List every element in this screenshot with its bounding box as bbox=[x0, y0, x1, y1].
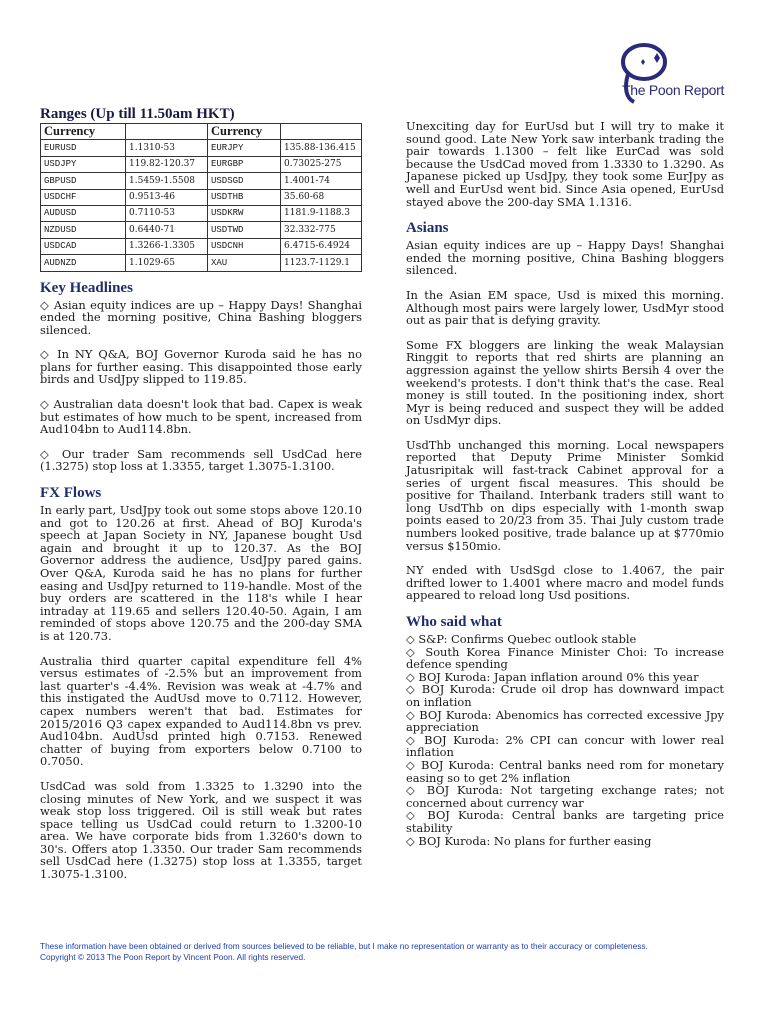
asians-paragraph: NY ended with UsdSgd close to 1.4067, the pair drifted lower to 1.4001 where macro and model funds appeared to reload long Usd positions. bbox=[406, 563, 724, 603]
range-value: 35.60-68 bbox=[281, 189, 362, 205]
headline-paragraph: ◇ Asian equity indices are up – Happy Days! Shanghai ended the morning positive, China Bashing bloggers silenced. bbox=[40, 297, 362, 337]
table-row bbox=[41, 222, 362, 238]
table-row bbox=[41, 189, 362, 205]
copyright: Copyright © 2013 The Poon Report by Vincent Poon. All rights reserved. bbox=[40, 951, 306, 962]
range-value: 1123.7-1129.1 bbox=[281, 255, 362, 271]
fx-flows-paragraph: UsdCad was sold from 1.3325 to 1.3290 into the closing minutes of New York, and we suspect it was weak stop loss triggered. Oil is still weak but rates space telling us UsdCad could return to 1.3200-10 area. We have corporate bids from 1.3260's down to 30's. Offers atop 1.3350. Our trader Sam recommends sell UsdCad here (1.3275) stop loss at 1.3355, target 1.3075-1.3100. bbox=[40, 778, 362, 882]
list-item: ◇ BOJ Kuroda: 2% CPI can concur with lower real inflation bbox=[406, 732, 724, 760]
asians-paragraph: UsdThb unchanged this morning. Local newspapers reported that Deputy Prime Minister Somkid Jatusripitak will fast-track Cabinet approval for a series of urgent fiscal measures. This should be positive for Thailand. Interbank traders still want to long UsdThb on dips especially with 1-month swap points eased to 20/23 from 35. Thai July custom trade numbers looked positive, trade balance up at $770mio versus $150mio. bbox=[406, 437, 724, 553]
range-value: 1.3266-1.3305 bbox=[126, 238, 208, 254]
list-item: ◇ South Korea Finance Minister Choi: To increase defence spending bbox=[406, 644, 724, 672]
asians-paragraph: Some FX bloggers are linking the weak Malaysian Ringgit to reports that red shirts are planning an aggression against the yellow shirts Bersih 4 over the weekend's protests. I don't think that's the case. Real money is still touted. In the positioning index, short Myr is being reduced and suspect they will be added on UsdMyr dips. bbox=[406, 337, 724, 428]
currency-code: GBPUSD bbox=[41, 173, 126, 189]
header-currency: Currency bbox=[41, 124, 126, 140]
currency-code: NZDUSD bbox=[41, 222, 126, 238]
asians-title: Asians bbox=[406, 220, 449, 237]
headline-paragraph: ◇ In NY Q&A, BOJ Governor Kuroda said he has no plans for further easing. This disappointed those early birds and UsdJpy slipped to 119.85. bbox=[40, 347, 362, 387]
currency-code: AUDNZD bbox=[41, 255, 126, 271]
currency-code: USDJPY bbox=[41, 156, 126, 172]
disclaimer: These information have been obtained or derived from sources believed to be reliable, but I make no representation or warranty as to their accuracy or completeness. bbox=[40, 941, 648, 951]
key-headlines-title: Key Headlines bbox=[40, 279, 133, 296]
currency-code: EURGBP bbox=[208, 156, 281, 172]
currency-code: USDKRW bbox=[208, 205, 281, 221]
who-said-what-title: Who said what bbox=[406, 614, 502, 630]
headline-paragraph: ◇ Our trader Sam recommends sell UsdCad here (1.3275) stop loss at 1.3355, target 1.3075-1.3100. bbox=[40, 446, 362, 474]
range-value: 0.73025-275 bbox=[281, 156, 362, 172]
range-value: 119.82-120.37 bbox=[126, 156, 208, 172]
range-value: 0.7110-53 bbox=[126, 205, 208, 221]
currency-code: XAU bbox=[208, 255, 281, 271]
currency-code: EURUSD bbox=[41, 140, 126, 156]
currency-code: USDTHB bbox=[208, 189, 281, 205]
table-row bbox=[41, 140, 362, 156]
list-item: ◇ BOJ Kuroda: Not targeting exchange rates; not concerned about currency war bbox=[406, 783, 724, 810]
list-item: ◇ BOJ Kuroda: Crude oil drop has downward impact on inflation bbox=[406, 682, 724, 709]
list-item: ◇ BOJ Kuroda: Central banks are targeting price stability bbox=[406, 808, 724, 835]
range-value: 0.6440-71 bbox=[126, 222, 208, 238]
table-row bbox=[41, 156, 362, 172]
list-item: ◇ BOJ Kuroda: Central banks need rom for monetary easing so to get 2% inflation bbox=[406, 757, 724, 785]
fx-flows-title: FX Flows bbox=[40, 485, 102, 502]
header-blank bbox=[281, 124, 362, 140]
range-value: 1.4001-74 bbox=[281, 173, 362, 189]
ranges-table bbox=[40, 123, 362, 272]
header-currency: Currency bbox=[208, 124, 281, 140]
range-value: 1.1310-53 bbox=[126, 140, 208, 156]
range-value: 6.4715-6.4924 bbox=[281, 238, 362, 254]
left-column bbox=[40, 106, 362, 893]
range-value: 135.88-136.415 bbox=[281, 140, 362, 156]
table-row bbox=[41, 205, 362, 221]
footer bbox=[40, 941, 752, 962]
currency-code: USDCHF bbox=[41, 189, 126, 205]
fx-flows-paragraph: In early part, UsdJpy took out some stops above 120.10 and got to 120.26 at first. Ahead of BOJ Kuroda's speech at Japan Society in NY, Japanese bought Usd again and brought it up to 120.37. As the BOJ Governor address the audience, UsdJpy pared gains. Over Q&A, Kuroda said he has no plans for further easing and UsdJpy returned to 119-handle. Most of the buy orders are scattered in the 118's while I hear intraday at 119.65 and sellers 120.40-50. Again, I am reminded of stops above 120.75 and the 200-day SMA is at 120.73. bbox=[40, 503, 362, 643]
list-item: ◇ S&P: Confirms Quebec outlook stable bbox=[406, 632, 637, 646]
range-value: 32.332-775 bbox=[281, 222, 362, 238]
table-row bbox=[41, 238, 362, 254]
range-value: 1.1029-65 bbox=[126, 255, 208, 271]
headline-paragraph: ◇ Australian data doesn't look that bad. Capex is weak but estimates of how much to be spent, increased from Aud104bn to Aud114.8bn. bbox=[40, 397, 362, 437]
currency-code: EURJPY bbox=[208, 140, 281, 156]
currency-code: USDCNH bbox=[208, 238, 281, 254]
right-column bbox=[406, 120, 724, 847]
currency-code: USDCAD bbox=[41, 238, 126, 254]
list-item: ◇ BOJ Kuroda: No plans for further easing bbox=[406, 833, 652, 848]
logo-text: The Poon Report bbox=[622, 82, 725, 98]
table-row bbox=[41, 255, 362, 271]
range-value: 1181.9-1188.3 bbox=[281, 205, 362, 221]
list-item: ◇ BOJ Kuroda: Japan inflation around 0% this year bbox=[406, 669, 699, 684]
ranges-table-header bbox=[41, 124, 362, 140]
header-blank bbox=[126, 124, 208, 140]
asians-paragraph: In the Asian EM space, Usd is mixed this morning. Although most pairs were largely lower, UsdMyr stood out as pair that is defying gravity. bbox=[406, 287, 724, 328]
eurusd-paragraph: Unexciting day for EurUsd but I will try to make it sound good. Late New York saw interbank trading the pair towards 1.1300 – felt like EurCad was sold because the UsdCad moved from 1.3330 to 1.3290. As Japanese picked up UsdJpy, they took some EurJpy as well and EurUsd went bid. Since Asia opened, EurUsd stayed above the 200-day SMA 1.1316. bbox=[406, 119, 724, 209]
currency-code: USDSGD bbox=[208, 173, 281, 189]
currency-code: USDTWD bbox=[208, 222, 281, 238]
list-item: ◇ BOJ Kuroda: Abenomics has corrected excessive Jpy appreciation bbox=[406, 707, 724, 735]
range-value: 1.5459-1.5508 bbox=[126, 173, 208, 189]
ranges-title: Ranges (Up till 11.50am HKT) bbox=[40, 106, 235, 122]
asians-paragraph: Asian equity indices are up – Happy Days! Shanghai ended the morning positive, China Bashing bloggers silenced. bbox=[406, 238, 724, 278]
currency-code: AUDUSD bbox=[41, 205, 126, 221]
fx-flows-paragraph: Australia third quarter capital expenditure fell 4% versus estimates of -2.5% but an improvement from last quarter's -4.4%. Revision was weak at -4.7% and this instigated the AudUsd move to 0.7112. However, capex numbers weren't that bad. Estimates for 2015/2016 Q3 capex expanded to Aud114.8bn vs prev. Aud104bn. AudUsd printed high 0.7153. Renewed chatter of buying from exporters below 0.7100 to 0.7050. bbox=[40, 653, 362, 769]
range-value: 0.9513-46 bbox=[126, 189, 208, 205]
table-row bbox=[41, 173, 362, 189]
